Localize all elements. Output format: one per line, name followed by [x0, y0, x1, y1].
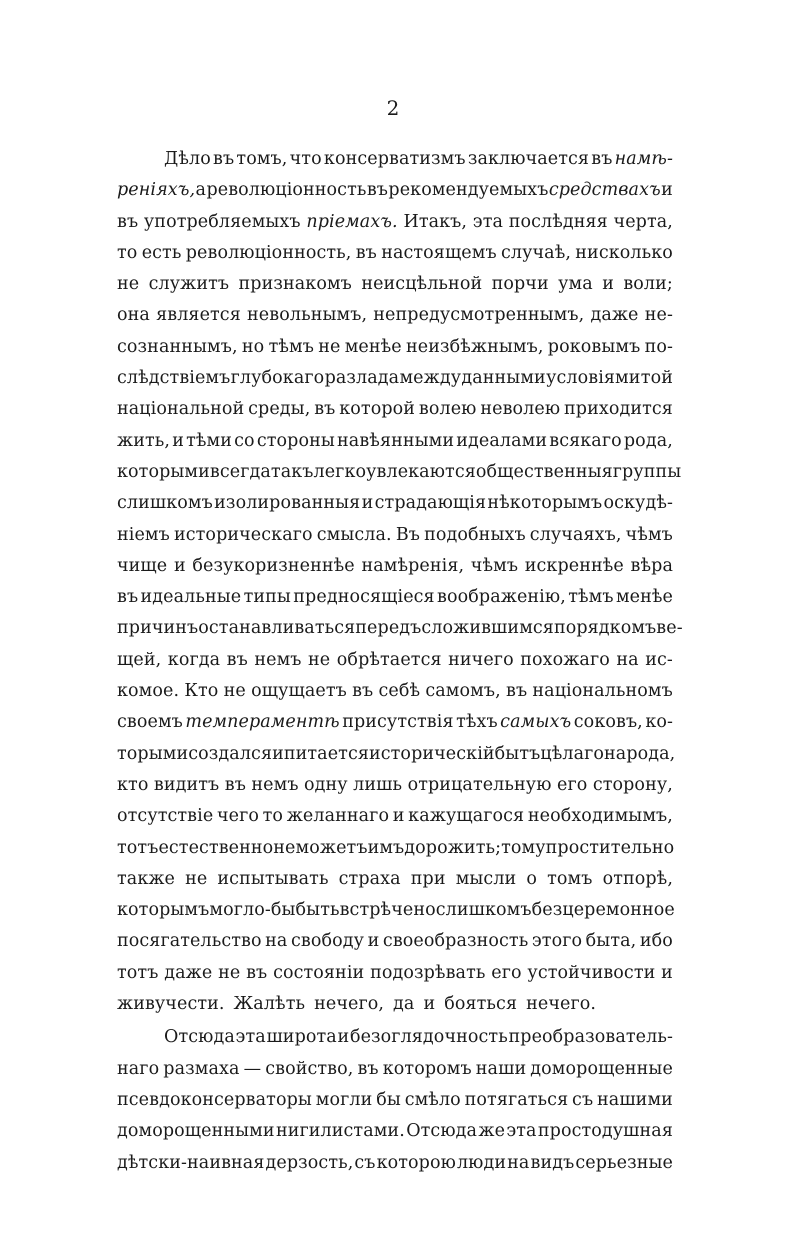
word: то [117, 242, 138, 263]
word: народа, [604, 743, 676, 764]
word: живучести. [117, 994, 225, 1015]
word: подобныхъ [424, 524, 526, 545]
word: ибо [639, 931, 673, 952]
word: въ [591, 149, 613, 169]
text-line [117, 175, 673, 206]
word: которымъ [117, 900, 210, 921]
word: могли [315, 1089, 373, 1110]
word: непредусмотреннымъ, [373, 305, 585, 326]
word: наго [117, 1058, 160, 1079]
word: смѣло [404, 1089, 461, 1110]
word: доморощенными [117, 1121, 275, 1142]
word: ума [558, 274, 593, 295]
word: съ [572, 1089, 594, 1110]
word: когда [167, 649, 221, 670]
word: типы [243, 587, 291, 608]
word: вѣра [630, 555, 673, 576]
word: имъ [367, 837, 405, 858]
word: самыхъ [500, 712, 572, 733]
word: подозрѣвать [370, 962, 486, 983]
word: доморощенные [530, 1058, 673, 1079]
word: — [243, 1058, 262, 1079]
word: тотъ [117, 962, 159, 983]
word: себѣ [378, 681, 421, 702]
word: самомъ, [425, 681, 501, 702]
text-line [117, 582, 673, 613]
word: безукоризненнѣе [192, 555, 355, 576]
word: которыми [117, 461, 210, 482]
word: волею [418, 399, 477, 420]
word: и [172, 430, 184, 451]
word: употребляемыхъ [143, 211, 301, 232]
text-line [117, 457, 682, 488]
word: не [318, 336, 341, 357]
word: чего [216, 806, 259, 827]
word: обрѣтается [336, 649, 442, 670]
word: не [218, 962, 241, 983]
word: и [423, 994, 436, 1015]
word: тѣхъ [456, 712, 498, 733]
word: намѣренія, [361, 555, 465, 576]
word: группы [612, 461, 682, 482]
word: ничего [448, 649, 514, 670]
text-line [117, 207, 673, 238]
word: искреннѣе [524, 555, 624, 576]
word: не [273, 837, 296, 858]
word: въ [213, 149, 235, 169]
word: размаха [163, 1058, 240, 1079]
word: можетъ [295, 837, 368, 858]
word: отрицательную [407, 774, 552, 795]
word: въ [117, 211, 139, 232]
word: томъ, [236, 149, 288, 169]
word: служитъ [148, 274, 230, 295]
word: ис- [645, 649, 673, 670]
word: въ [352, 681, 374, 702]
word: реніяхъ, [117, 180, 196, 201]
text-line [117, 144, 673, 175]
word: оскудѣ- [603, 493, 673, 514]
word: неволею [480, 399, 561, 420]
text-line [117, 989, 673, 1020]
word: воли; [623, 274, 673, 295]
word: быта, [585, 931, 637, 952]
word: и [361, 493, 374, 514]
word: безцеремонное [531, 900, 675, 921]
word: испытывать [217, 868, 329, 889]
word: своеобразность [382, 931, 529, 952]
word: въ [224, 774, 246, 795]
word: то [262, 806, 284, 827]
word: Кто [184, 681, 219, 702]
text-line [117, 864, 673, 895]
word: воображенію, [437, 587, 566, 608]
word: неисцѣльной [361, 274, 483, 295]
text-line [117, 394, 673, 425]
word: менѣе [615, 587, 673, 608]
word: революціонность [206, 180, 367, 201]
word: щей, [117, 649, 162, 670]
word: немъ [254, 649, 302, 670]
word: мысли [455, 868, 517, 889]
word: эта [506, 1121, 537, 1142]
word: его [491, 962, 522, 983]
word: есть [141, 242, 182, 263]
word: эта [472, 211, 504, 232]
word: отпорѣ, [602, 868, 673, 889]
word: и [661, 180, 673, 201]
word: торыми [117, 743, 189, 764]
word: и [367, 931, 380, 952]
word: которомъ [382, 1058, 472, 1079]
word: даже [590, 305, 639, 326]
word: питается [283, 743, 369, 764]
word: на [265, 931, 288, 952]
word: въ [246, 962, 268, 983]
word: своемъ [117, 712, 183, 733]
page-number: 2 [386, 96, 400, 120]
word: тому [501, 837, 546, 858]
word: бы [376, 1089, 401, 1110]
word: и [173, 555, 186, 576]
word: видитъ [153, 774, 220, 795]
word: немъ [251, 774, 299, 795]
word: томъ [547, 868, 593, 889]
word: причинъ [117, 618, 199, 639]
word: нигилистами. [275, 1121, 405, 1142]
word: и [272, 743, 284, 764]
word: въ [506, 681, 528, 702]
word: а [195, 180, 207, 201]
word: слишкомъ [117, 493, 213, 514]
word: на [507, 1152, 530, 1173]
word: условіями [546, 368, 641, 389]
word: такъ [270, 461, 314, 482]
word: одну [304, 774, 348, 795]
word: нашими [597, 1089, 673, 1110]
word: которой [339, 399, 416, 420]
word: ве- [656, 618, 683, 639]
word: видъ [530, 1152, 575, 1173]
word: не [117, 274, 140, 295]
word: намѣ- [614, 149, 673, 169]
word: общественныя [475, 461, 613, 482]
word: также [117, 868, 176, 889]
word: на [616, 649, 639, 670]
word: ніемъ [117, 524, 170, 545]
text-line [117, 520, 673, 551]
word: тѣмъ [568, 587, 614, 608]
word: сложившимся [421, 618, 554, 639]
word: ощущаетъ [251, 681, 347, 702]
word: легко [313, 461, 367, 482]
word: потягаться [464, 1089, 569, 1110]
word: нечего, [314, 994, 385, 1015]
word: простодушная [537, 1121, 673, 1142]
word: порядкомъ [553, 618, 657, 639]
text-line [117, 488, 673, 519]
word: той [640, 368, 673, 389]
word: случаяхъ, [529, 524, 622, 545]
word: необходимымъ, [527, 806, 673, 827]
word: лишь [353, 774, 403, 795]
word: похожаго [520, 649, 610, 670]
word: революціонность, [185, 242, 352, 263]
word: простительно [545, 837, 675, 858]
word: данными [461, 368, 546, 389]
word: и [337, 1027, 350, 1048]
word: нечего. [526, 994, 597, 1015]
word: по- [644, 336, 673, 357]
text-line [117, 551, 673, 582]
word: комое. [117, 681, 180, 702]
word: при [410, 868, 446, 889]
word: рода, [623, 430, 673, 451]
word: черта, [613, 211, 673, 232]
word: посягательство [117, 931, 262, 952]
word: этого [531, 931, 583, 952]
word: идеальные [140, 587, 242, 608]
word: навѣянными [337, 430, 455, 451]
text-line [117, 426, 673, 457]
word: сторону, [592, 774, 673, 795]
word: роковымъ [547, 336, 641, 357]
word: всякаго [549, 430, 622, 451]
word: глубокаго [230, 368, 325, 389]
word: сознаннымъ, [117, 336, 238, 357]
word: нисколько [575, 242, 673, 263]
word: состояніи [273, 962, 365, 983]
text-line [117, 676, 673, 707]
text-line [117, 1022, 673, 1053]
text-line [117, 300, 673, 331]
word: порчи [491, 274, 549, 295]
word: свойство, [265, 1058, 354, 1079]
word: не [308, 649, 331, 670]
word: консерватизмъ [323, 149, 466, 169]
word: что [289, 149, 322, 169]
word: широта [266, 1027, 337, 1048]
word: его [556, 774, 588, 795]
text-line [117, 926, 673, 957]
text-line [117, 363, 673, 394]
word: тѣми [186, 430, 233, 451]
word: увлекаются [366, 461, 476, 482]
text-line [117, 332, 673, 363]
word: кажущагося [408, 806, 525, 827]
word: заключается [467, 149, 590, 169]
word: въ [226, 649, 248, 670]
word: присутствія [342, 712, 454, 733]
word: создался [188, 743, 273, 764]
word: соковъ, [573, 712, 643, 733]
word: страдающія [374, 493, 487, 514]
word: тотъ [117, 837, 159, 858]
text-line [117, 958, 673, 989]
word: средствахъ [548, 180, 661, 201]
word: послѣдняя [508, 211, 608, 232]
word: Итакъ, [403, 211, 468, 232]
word: между [399, 368, 462, 389]
word: случаѣ, [500, 242, 572, 263]
text-line [117, 739, 676, 770]
word: національной [117, 399, 245, 420]
word: въ [366, 180, 389, 201]
word: не- [644, 305, 673, 326]
word: передъ [355, 618, 422, 639]
word: изолированныя [214, 493, 361, 514]
word: но [241, 336, 265, 357]
word: и [392, 806, 405, 827]
word: наши [475, 1058, 527, 1079]
text-line [117, 707, 673, 738]
body-text [117, 144, 683, 1179]
word: отсутствіе [117, 806, 214, 827]
word: предносящіеся [293, 587, 435, 608]
word: не [223, 681, 246, 702]
word: всегда [209, 461, 271, 482]
word: Жалѣть [233, 994, 306, 1015]
word: ко- [645, 712, 673, 733]
word: бытъ [494, 743, 541, 764]
word: стороны [256, 430, 335, 451]
word: тѣмъ [268, 336, 314, 357]
word: устойчивости [527, 962, 656, 983]
word: въ [314, 399, 336, 420]
word: чѣмъ [470, 555, 519, 576]
word: признакомъ [238, 274, 352, 295]
word: могло-бы [209, 900, 296, 921]
word: рекомендуемыхъ [388, 180, 549, 201]
word: же [478, 1121, 506, 1142]
text-line [117, 613, 683, 644]
word: смысла. [316, 524, 392, 545]
word: слѣдствіемъ [117, 368, 231, 389]
text-line [117, 645, 673, 676]
word: неизбѣжнымъ, [405, 336, 544, 357]
text-line [117, 833, 673, 864]
word: кто [117, 774, 149, 795]
word: цѣлаго [540, 743, 605, 764]
word: историческаго [173, 524, 313, 545]
word: чѣмъ [625, 524, 673, 545]
word: нѣкоторымъ [487, 493, 603, 514]
word: страха [338, 868, 401, 889]
word: естественно [158, 837, 274, 858]
word: слишкомъ [435, 900, 532, 921]
word: безоглядочность [349, 1027, 508, 1048]
word: да [393, 994, 415, 1015]
word: желаннаго [286, 806, 390, 827]
word: Отсюда [164, 1027, 235, 1048]
word: Дѣло [164, 149, 211, 169]
text-line [117, 895, 673, 926]
word: въ [117, 587, 139, 608]
word: останавливаться [198, 618, 356, 639]
word: приходится [564, 399, 673, 420]
text-line [117, 1054, 673, 1085]
word: идеалами [456, 430, 548, 451]
word: она [117, 305, 150, 326]
text-line [117, 1148, 673, 1179]
text-line [117, 770, 673, 801]
word: является [156, 305, 241, 326]
word: даже [164, 962, 213, 983]
word: бояться [444, 994, 518, 1015]
word: быть [295, 900, 340, 921]
word: свободу [291, 931, 365, 952]
word: серьезные [575, 1152, 673, 1173]
word: дерзость, [265, 1152, 354, 1173]
word: національномъ [532, 681, 673, 702]
word: чище [117, 555, 168, 576]
word: дѣтски-наивная [117, 1152, 265, 1173]
word: съ [354, 1152, 376, 1173]
word: и [661, 962, 673, 983]
word: въ [357, 1058, 379, 1079]
text-line [117, 801, 673, 832]
text-line [117, 1085, 673, 1116]
word: темпераментѣ [185, 712, 340, 733]
word: Отсюда [406, 1121, 478, 1142]
text-line [117, 269, 673, 300]
word: невольнымъ, [247, 305, 368, 326]
word: и [602, 274, 614, 295]
word: о [526, 868, 538, 889]
word: не [185, 868, 208, 889]
word: разлада [324, 368, 400, 389]
word: менѣе [344, 336, 402, 357]
word: псевдоконсерваторы [117, 1089, 312, 1110]
word: которою [376, 1152, 456, 1173]
word: встрѣчено [339, 900, 436, 921]
text-line [117, 238, 673, 269]
word: эта [235, 1027, 266, 1048]
word: въ [355, 242, 377, 263]
word: преобразователь- [508, 1027, 673, 1048]
text-line [117, 1116, 673, 1147]
word: среды, [248, 399, 311, 420]
word: люди [456, 1152, 507, 1173]
word: со [234, 430, 255, 451]
word: историческій [368, 743, 495, 764]
word: настоящемъ [381, 242, 497, 263]
word: пріемахъ. [306, 211, 398, 232]
word: дорожить; [404, 837, 502, 858]
word: Въ [395, 524, 421, 545]
word: жить, [117, 430, 171, 451]
